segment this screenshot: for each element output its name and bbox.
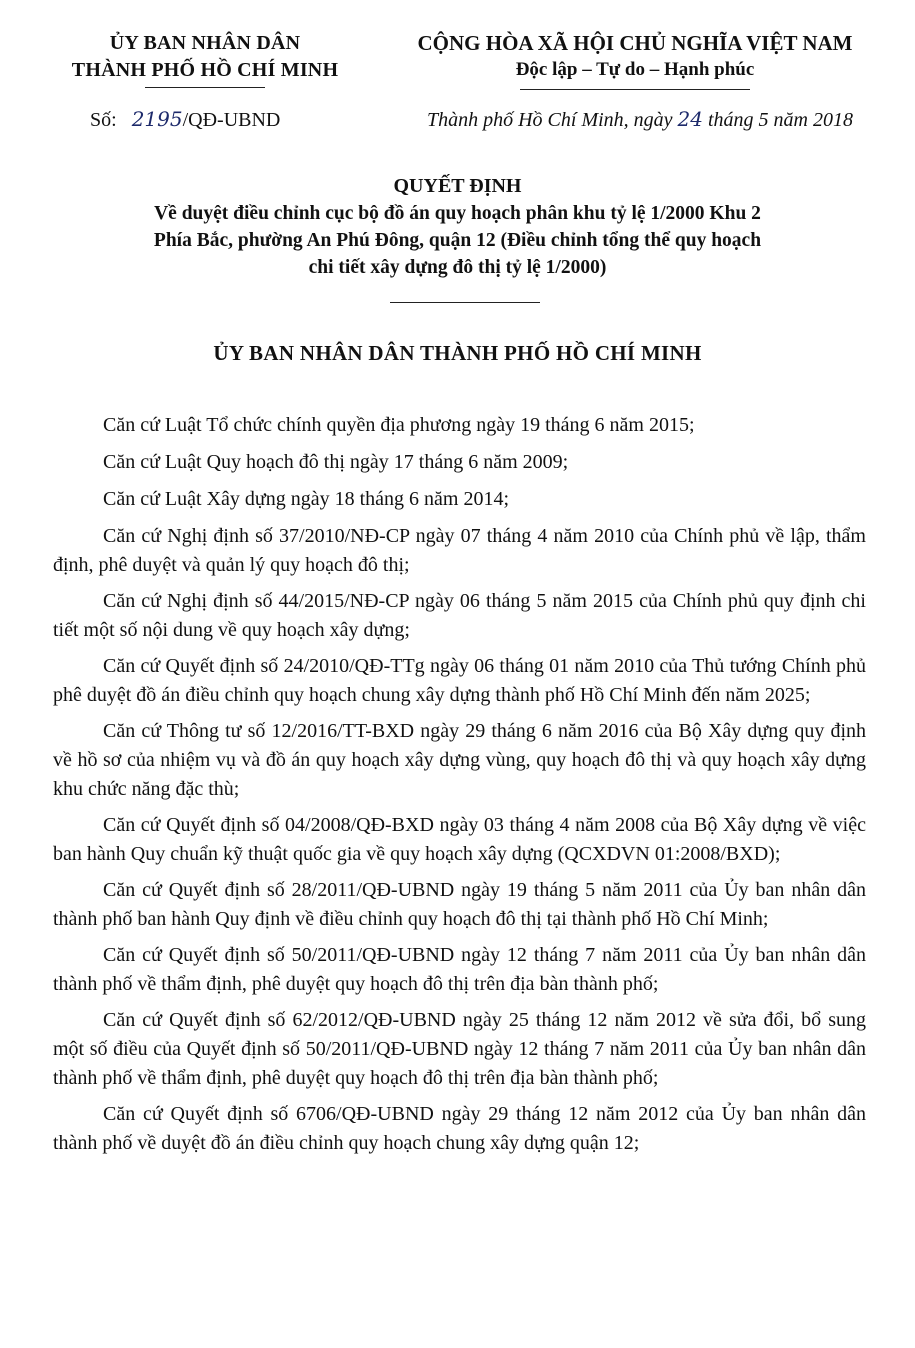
legal-basis-paragraph: Căn cứ Quyết định số 6706/QĐ-UBND ngày 29 tháng 12 năm 2012 của Ủy ban nhân dân thành phố về duyệt đồ án điều chỉnh quy hoạch chung xây dựng quận 12;: [53, 1103, 866, 1154]
decision-authority: ỦY BAN NHÂN DÂN THÀNH PHỐ HỒ CHÍ MINH: [213, 341, 702, 365]
subject-line-3: chi tiết xây dựng đô thị tỷ lệ 1/2000): [308, 257, 607, 278]
issue-date: [390, 106, 890, 133]
authority-line-1: ỦY BAN NHÂN DÂN: [109, 32, 301, 54]
subject-line-2: Phía Bắc, phường An Phú Đông, quận 12 (Điều chỉnh tổng thể quy hoạch: [153, 230, 762, 251]
docno-prefix: Số:: [90, 109, 117, 131]
date-suffix: tháng 5 năm 2018: [708, 109, 853, 131]
legal-basis-paragraph: Căn cứ Nghị định số 37/2010/NĐ-CP ngày 07 tháng 4 năm 2010 của Chính phủ về lập, thẩm định, phê duyệt và quản lý quy hoạch đô thị;: [53, 525, 866, 576]
legal-basis-paragraph: Căn cứ Quyết định số 04/2008/QĐ-BXD ngày 03 tháng 4 năm 2008 của Bộ Xây dựng về việc ban hành Quy chuẩn kỹ thuật quốc gia về quy hoạch xây dựng (QCXDVN 01:2008/BXD);: [53, 814, 866, 865]
date-day-handwritten: 24: [677, 107, 703, 131]
legal-basis-paragraph: Căn cứ Luật Tổ chức chính quyền địa phương ngày 19 tháng 6 năm 2015;: [103, 414, 695, 436]
document-subject: [60, 200, 855, 281]
subject-line-1: Về duyệt điều chỉnh cục bộ đồ án quy hoạch phân khu tỷ lệ 1/2000 Khu 2: [154, 203, 761, 224]
legal-basis-paragraph: Căn cứ Nghị định số 44/2015/NĐ-CP ngày 06 tháng 5 năm 2015 của Chính phủ quy định chi tiết một số nội dung về quy hoạch xây dựng;: [53, 590, 866, 641]
national-name: CỘNG HÒA XÃ HỘI CHỦ NGHĨA VIỆT NAM: [417, 31, 853, 55]
legal-basis-paragraph: Căn cứ Quyết định số 24/2010/QĐ-TTg ngày 06 tháng 01 năm 2010 của Thủ tướng Chính phủ phê duyệt đồ án điều chỉnh quy hoạch chung xây dựng thành phố Hồ Chí Minh đến năm 2025;: [53, 655, 866, 706]
document-title: QUYẾT ĐỊNH: [393, 175, 522, 197]
authority-line-2: THÀNH PHỐ HỒ CHÍ MINH: [71, 59, 339, 81]
docno-suffix: /QĐ-UBND: [182, 109, 281, 131]
document-body: [53, 411, 866, 1165]
motto-underline: [520, 89, 750, 90]
legal-basis-paragraph: Căn cứ Luật Xây dựng ngày 18 tháng 6 năm 2014;: [103, 488, 510, 510]
authority-underline: [145, 87, 265, 88]
issuing-authority: [40, 30, 370, 84]
date-prefix: Thành phố Hồ Chí Minh, ngày: [426, 109, 673, 131]
legal-basis-paragraph: Căn cứ Quyết định số 28/2011/QĐ-UBND ngày 19 tháng 5 năm 2011 của Ủy ban nhân dân thành phố ban hành Quy định về điều chỉnh quy hoạch đô thị tại thành phố Hồ Chí Minh;: [53, 879, 866, 930]
title-underline: [390, 302, 540, 303]
legal-basis-paragraph: Căn cứ Luật Quy hoạch đô thị ngày 17 tháng 6 năm 2009;: [103, 451, 569, 473]
national-heading: [380, 30, 890, 83]
legal-basis-paragraph: Căn cứ Thông tư số 12/2016/TT-BXD ngày 29 tháng 6 năm 2016 của Bộ Xây dựng quy định về hồ sơ của nhiệm vụ và đồ án quy hoạch xây dựng vùng, quy hoạch đô thị và quy hoạch xây dựng khu chức năng đặc thù;: [53, 720, 866, 800]
national-motto: Độc lập – Tự do – Hạnh phúc: [515, 59, 755, 80]
legal-basis-paragraph: Căn cứ Quyết định số 50/2011/QĐ-UBND ngày 12 tháng 7 năm 2011 của Ủy ban nhân dân thành phố về thẩm định, phê duyệt quy hoạch đô thị trên địa bàn thành phố;: [53, 944, 866, 995]
legal-basis-paragraph: Căn cứ Quyết định số 62/2012/QĐ-UBND ngày 25 tháng 12 năm 2012 về sửa đổi, bổ sung một số điều của Quyết định số 50/2011/QĐ-UBND ngày 12 tháng 7 năm 2011 của Ủy ban nhân dân thành phố về thẩm định, phê duyệt quy hoạch đô thị trên địa bàn thành phố;: [53, 1009, 866, 1089]
document-number: [90, 106, 280, 133]
docno-handwritten: 2195: [131, 107, 183, 131]
